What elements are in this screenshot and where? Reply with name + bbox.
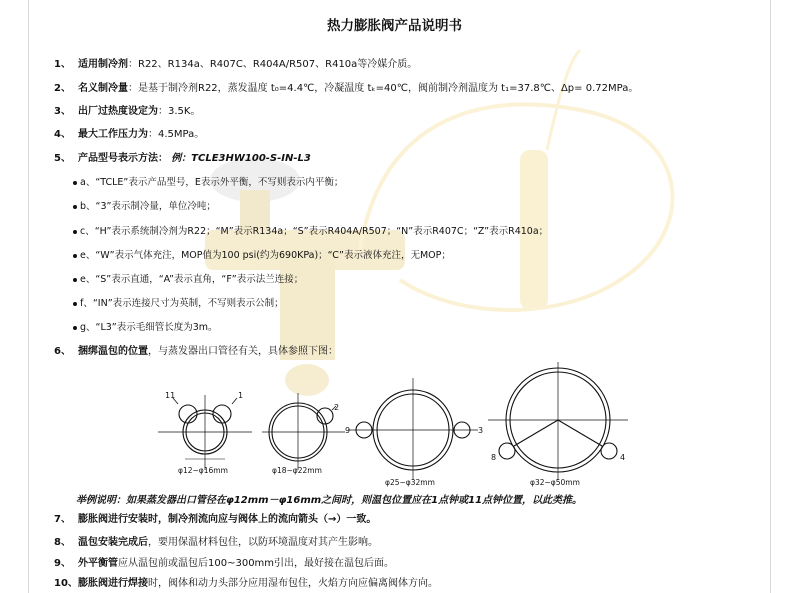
subitem-g: g、“L3”表示毛细管长度为3m。 [73,321,218,335]
diagram-4-caption: φ32~φ50mm [530,478,580,487]
item-7: 7、 膨胀阀进行安装时，制冷剂流向应与阀体上的流向箭头（→）一致。 [54,514,377,525]
diagram-phi25-32 [348,378,478,480]
item-3: 3、 出厂过热度设定为：3.5K。 [54,106,201,117]
diagram-3-label-3: 3 [478,426,484,435]
item-10: 10、膨胀阀进行焊接时，阀体和动力头部分应用湿布包住，火焰方向应偏离阀体方向。 [54,578,438,589]
diagram-1-label-11: 11 [165,391,176,400]
item-1: 1、 适用制冷剂：R22、R134a、R407C、R404A/R507、R410a等冷媒介质。 [54,59,418,70]
document-title: 热力膨胀阀产品说明书 [327,18,462,34]
diagram-1-caption: φ12~φ16mm [178,466,228,475]
diagram-4-label-4: 4 [620,453,626,462]
item-6: 6、 捆绑温包的位置，与蒸发器出口管径有关，具体参照下图： [54,346,338,357]
subitem-e: e、“S”表示直通，“A”表示直角，“F”表示法兰连接； [73,273,303,287]
subitem-c: c、“H”表示系统制冷剂为R22；“M”表示R134a；“S”表示R404A/R507；“N”表示R407C；“Z”表示R410a； [73,225,548,239]
item-9: 9、 外平衡管应从温包前或温包后100~300mm引出，最好接在温包后面。 [54,558,395,569]
diagram-phi18-22 [262,393,345,470]
diagram-4-label-8: 8 [491,453,497,462]
subitem-f: f、“IN”表示连接尺寸为英制，不写则表示公制； [73,297,284,311]
item-2: 2、 名义制冷量：是基于制冷剂R22，蒸发温度 t₀=4.4℃，冷凝温度 tₖ=40℃，阀前制冷剂温度为 t₁=37.8℃、Δp= 0.72MPa。 [54,83,639,94]
diagram-1-label-1: 1 [238,391,244,400]
item-4: 4、 最大工作压力为：4.5MPa。 [54,129,205,140]
example-note: 举例说明：如果蒸发器出口管径在φ12mm－φ16mm之间时，则温包位置应在1点钟或11点钟位置，以此类推。 [76,495,583,506]
item-5: 5、 产品型号表示方法： 例：TCLE3HW100-S-IN-L3 [54,153,311,164]
diagram-3-caption: φ25~φ32mm [385,478,435,487]
diagram-2-caption: φ18~φ22mm [272,466,322,475]
subitem-b: b、“3”表示制冷量，单位冷吨； [73,200,216,214]
subitem-d: e、“W”表示气体充注，MOP值为100 psi(约为690KPa)；“C”表示液体充注，无MOP； [73,249,451,263]
diagram-phi32-50 [488,362,628,480]
item-8: 8、 温包安装完成后，要用保温材料包住，以防环境温度对其产生影响。 [54,537,378,548]
diagram-phi12-16 [158,395,252,470]
subitem-a: a、“TCLE”表示产品型号，E表示外平衡，不写则表示内平衡； [73,176,343,190]
diagram-3-label-9: 9 [345,426,351,435]
diagram-2-label-2: 2 [334,403,340,412]
